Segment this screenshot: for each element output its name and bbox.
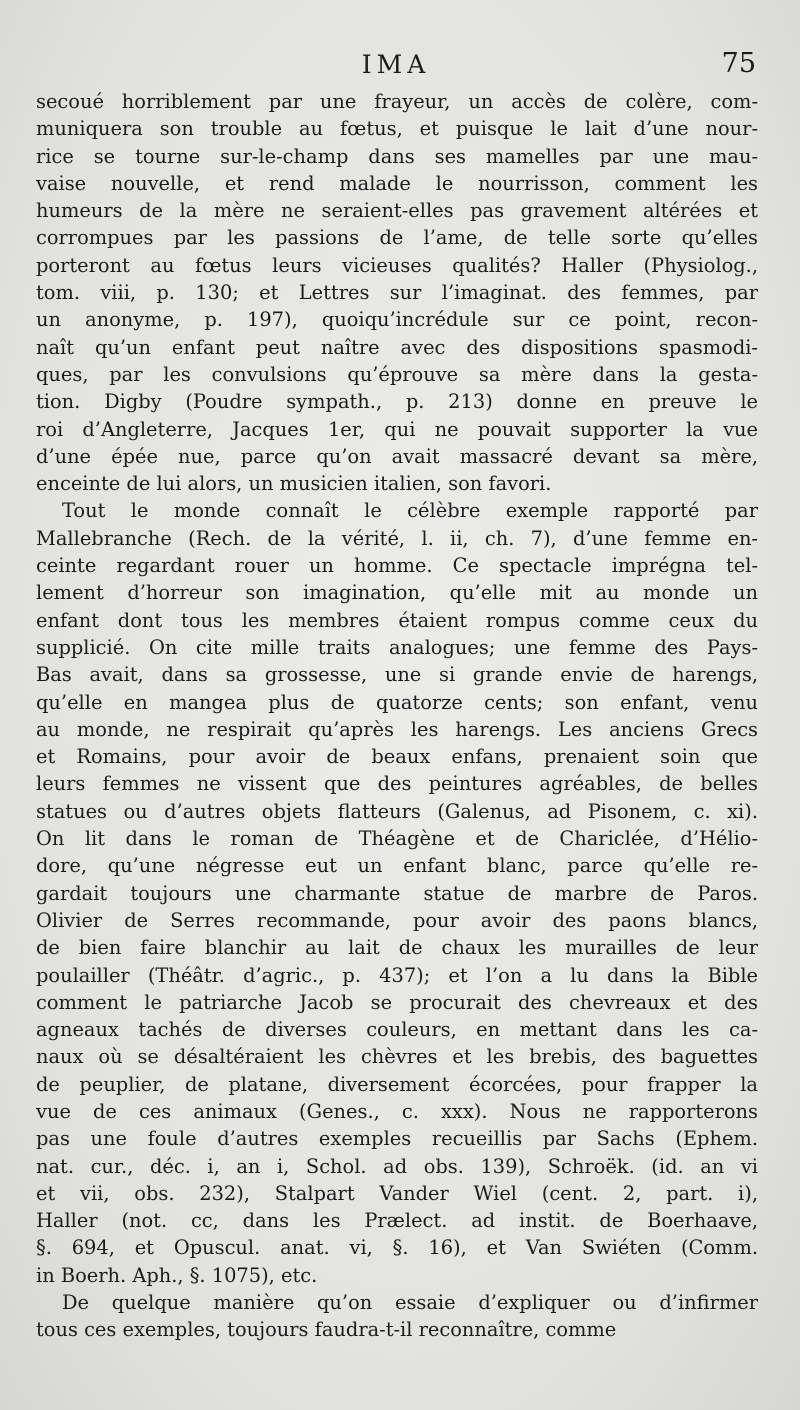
- text-line: supplicié. On cite mille traits analogues; une femme des Pays-: [36, 635, 758, 659]
- text-line: secoué horriblement par une frayeur, un accès de colère, com-: [36, 90, 758, 113]
- text-line: vaise nouvelle, et rend malade le nourrisson, comment les: [36, 171, 758, 195]
- text-line: au monde, ne respirait qu’après les harengs. Les anciens Grecs: [36, 717, 758, 741]
- text-line: in Boerh. Aph., §. 1075), etc.: [36, 1263, 318, 1287]
- text-line: et Romains, pour avoir de beaux enfans, prenaient soin que: [36, 745, 758, 769]
- text-line: naux où se désaltéraient les chèvres et les brebis, des baguettes: [36, 1045, 758, 1069]
- text-line: enfant dont tous les membres étaient rompus comme ceux du: [36, 608, 758, 632]
- text-line: Mallebranche (Rech. de la vérité, l. ii, ch. 7), d’une femme en-: [36, 526, 758, 550]
- text-line: nat. cur., déc. i, an i, Schol. ad obs. 139), Schroëk. (id. an vi: [36, 1154, 758, 1178]
- text-line: lement d’horreur son imagination, qu’elle mit au monde un: [36, 581, 758, 605]
- text-line: tom. viii, p. 130; et Lettres sur l’imaginat. des femmes, par: [36, 281, 758, 305]
- text-line: naît qu’un enfant peut naître avec des dispositions spasmodi-: [36, 335, 758, 359]
- body-text: [36, 88, 758, 1344]
- text-line: porteront au fœtus leurs vicieuses qualités? Haller (Physiolog.,: [36, 253, 758, 277]
- text-line: rice se tourne sur-le-champ dans ses mamelles par une mau-: [36, 144, 758, 168]
- text-line: Haller (not. cc, dans les Prælect. ad instit. de Boerhaave,: [36, 1209, 758, 1233]
- text-line: Olivier de Serres recommande, pour avoir des paons blancs,: [36, 908, 758, 932]
- text-line: muniquera son trouble au fœtus, et puisque le lait d’une nour-: [36, 117, 758, 141]
- text-line: §. 694, et Opuscul. anat. vi, §. 16), et Van Swiéten (Comm.: [36, 1236, 758, 1260]
- text-line: de bien faire blanchir au lait de chaux les murailles de leur: [36, 936, 758, 960]
- text-line: corrompues par les passions de l’ame, de telle sorte qu’elles: [36, 226, 758, 250]
- text-line: Tout le monde connaît le célèbre exemple rapporté par: [62, 499, 758, 523]
- text-line: et vii, obs. 232), Stalpart Vander Wiel (cent. 2, part. i),: [36, 1181, 758, 1205]
- text-line: vue de ces animaux (Genes., c. xxx). Nous ne rapporterons: [36, 1099, 758, 1123]
- text-line: De quelque manière qu’on essaie d’expliquer ou d’infirmer: [62, 1291, 758, 1315]
- text-line: leurs femmes ne vissent que des peintures agréables, de belles: [36, 772, 758, 796]
- text-line: roi d’Angleterre, Jacques 1er, qui ne pouvait supporter la vue: [36, 417, 758, 441]
- text-line: gardait toujours une charmante statue de marbre de Paros.: [36, 881, 758, 905]
- text-line: de peuplier, de platane, diversement écorcées, pour frapper la: [36, 1072, 758, 1096]
- text-line: ques, par les convulsions qu’éprouve sa mère dans la gesta-: [36, 362, 758, 386]
- running-head: IMA: [361, 50, 431, 79]
- text-line: tion. Digby (Poudre sympath., p. 213) donne en preuve le: [36, 390, 758, 414]
- paragraph-1: [36, 88, 758, 497]
- text-line: dore, qu’une négresse eut un enfant blanc, parce qu’elle re-: [36, 854, 758, 878]
- paragraph-3: [36, 1289, 758, 1344]
- text-line: enceinte de lui alors, un musicien italien, son favori.: [36, 472, 552, 496]
- text-line: humeurs de la mère ne seraient-elles pas gravement altérées et: [36, 199, 758, 223]
- text-line: d’une épée nue, parce qu’on avait massacré devant sa mère,: [36, 444, 758, 468]
- text-line: comment le patriarche Jacob se procurait des chevreaux et des: [36, 990, 758, 1014]
- text-line: Bas avait, dans sa grossesse, une si grande envie de harengs,: [36, 663, 758, 687]
- page-header: [36, 46, 756, 86]
- text-line: On lit dans le roman de Théagène et de Chariclée, d’Hélio-: [36, 827, 758, 851]
- text-line: un anonyme, p. 197), quoiqu’incrédule sur ce point, recon-: [36, 308, 758, 332]
- page-number: 75: [721, 48, 756, 79]
- text-line: tous ces exemples, toujours faudra-t-il reconnaître, comme: [36, 1318, 617, 1342]
- paragraph-2: [36, 497, 758, 1289]
- text-line: poulailler (Théâtr. d’agric., p. 437); et l’on a lu dans la Bible: [36, 963, 758, 987]
- text-line: pas une foule d’autres exemples recueillis par Sachs (Ephem.: [36, 1127, 758, 1151]
- text-line: statues ou d’autres objets flatteurs (Galenus, ad Pisonem, c. xi).: [36, 799, 758, 823]
- text-line: qu’elle en mangea plus de quatorze cents; son enfant, venu: [36, 690, 758, 714]
- text-line: agneaux tachés de diverses couleurs, en mettant dans les ca-: [36, 1018, 758, 1042]
- text-line: ceinte regardant rouer un homme. Ce spectacle imprégna tel-: [36, 554, 758, 578]
